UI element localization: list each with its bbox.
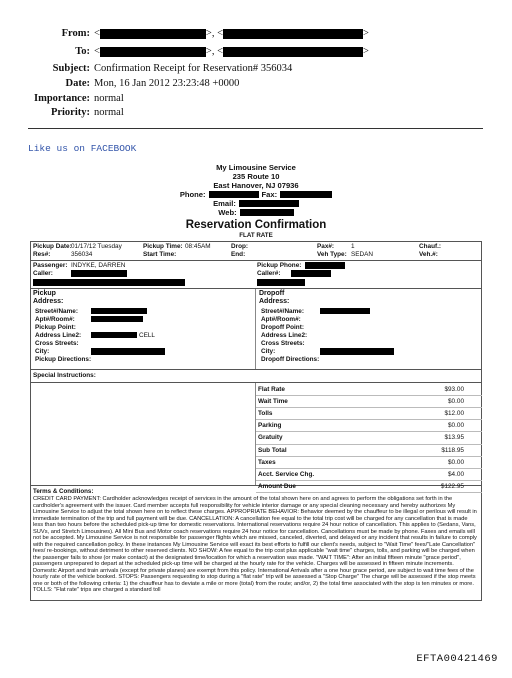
charge-label: Acct. Service Chg. <box>258 470 315 478</box>
terms-heading: Terms & Conditions: <box>33 487 94 495</box>
charge-row <box>256 420 482 432</box>
pickup-heading: Pickup <box>33 289 56 297</box>
email-date-label: Date: <box>65 78 90 89</box>
redaction <box>71 270 127 277</box>
charge-row <box>256 396 482 408</box>
redaction <box>223 47 363 57</box>
email-subject-label: Subject: <box>52 63 90 74</box>
special-instructions-box <box>30 370 482 383</box>
charge-row <box>256 432 482 444</box>
charge-amount: $118.95 <box>441 446 464 454</box>
company-name: My Limousine Service <box>216 163 296 172</box>
charge-label: Tolls <box>258 409 273 417</box>
email-date-value: Mon, 16 Jan 2012 23:23:48 +0000 <box>94 78 240 89</box>
charge-label: Parking <box>258 422 282 430</box>
charge-amount: $0.00 <box>448 458 464 466</box>
redaction <box>291 270 331 277</box>
passenger-box: Passenger: INDYKE, DARREN Caller: Pickup Phone: Caller#: <box>30 261 482 289</box>
charge-amount: $12.00 <box>444 409 464 417</box>
pickup-date: 01/17/12 Tuesday <box>71 242 122 250</box>
charges-list <box>256 384 482 494</box>
company-block <box>30 163 482 217</box>
dropoff-section: Dropoff Address: Street#/Name: Apt#/Room#: Dropoff Point: Address Line2: Cross Streets: City: Dropoff Directions: <box>256 289 482 369</box>
company-web-row <box>30 208 482 217</box>
redaction <box>223 29 363 39</box>
terms-box <box>30 486 482 601</box>
company-email-label: Email: <box>213 199 236 208</box>
pickup-line2: CELL <box>139 331 155 339</box>
charge-label: Sub Total <box>258 446 287 454</box>
company-city: East Hanover, NJ 07936 <box>213 181 299 190</box>
redaction <box>320 308 370 314</box>
terms-text: CREDIT CARD PAYMENT: Cardholder acknowledges receipt of services in the amount of the total shown here on and agrees to perform the obligations set forth in the cardholder's agreement with the issuer. Card member accepts full responsibility for vehicle interior damage or any special cleaning necessary and hereby authorizes My Limousine Service to adjust the total shown here on to reflect these charges. APPROPRIATE BEHAVIOR: Behavior deemed by the chauffeur to be illegal or perilous will result in immediate termination of the trip and full payment will be due. CANCELLATION: A cancellation fee equal to the total trip cost will be charged for any cancellation that is made less than two hours before the scheduled pick-up time for domestic reservations. International reservations require 24 hour notice of cancellation. This applies to (Sedans, Vans, SUVs, and Stretch Limousines). All Mini Bus and Motor coach reservations require 24 hour notice for cancellation. Cancellations must be made by phone. Faxes and emails will not be accepted. My Limousine Service is not responsible for passenger flights which are missed, canceled, diverted, and delayed or any incident that results in failure to comply with the required cancellation policy. In these instances My Limousine Service will exact its best efforts to fulfill our client's needs, subject to "Wait Time" fees/"Late Cancellation" fees/ re-bookings, without detriment to other reserved clients. NO SHOW: A fee equal to the trip cost plus applicable "wait time" charges, tolls, and parking will be charged when the passenger fails to show (or make contact) at the designated time/location for which a reservation was made. "WAIT TIME": After an initial fifteen minute "grace period", passengers unprepared to depart at the scheduled pick-up time will be charged at the hourly rate for the vehicle. Charges will be assessed in fifteen minute increments. Domestic Airport and train arrivals (except for private planes) are exempt from this policy. International Arrivals after a one hour grace period, are subject to wait time fees of the hourly rate of the vehicle booked. STOPS: Passengers requesting to stop during a "flat rate" trip will be assessed a "Stop Charge" The charge will be assessed if the stop meets one or both of the following criteria: 1) the chauffeur has to deviate a mile or more (total) from the route; and/or, 2) the total time associated with the stop is ten minutes or more. TOLLS: "Flat rate" trips are charged a standard toll <box>33 496 477 594</box>
charges-blank <box>31 383 256 485</box>
redaction <box>91 332 137 338</box>
address-box <box>30 289 482 370</box>
redaction <box>91 316 143 322</box>
charge-row <box>256 408 482 420</box>
company-street: 235 Route 10 <box>232 172 280 181</box>
passenger-name: INDYKE, DARREN <box>71 261 126 269</box>
charge-amount: $4.00 <box>448 470 464 478</box>
charge-row <box>256 481 482 493</box>
charge-label: Amount Due <box>258 483 296 491</box>
charge-amount: $93.00 <box>444 385 464 393</box>
redaction <box>280 191 332 198</box>
company-fax-label: Fax: <box>261 190 278 199</box>
reservation-document <box>30 163 482 601</box>
trip-info-box: Pickup Date: 01/17/12 Tuesday Res#: 356034 Pickup Time: 08:45AM Start Time: Drop: End: Pax#: 1 Veh Type: SEDAN Chauf.: Veh.#: <box>30 241 482 261</box>
dropoff-heading: Dropoff <box>259 289 285 297</box>
rate-type: FLAT RATE <box>239 232 273 239</box>
charge-label: Wait Time <box>258 397 288 405</box>
redaction <box>91 308 147 314</box>
charge-amount: $0.00 <box>448 397 464 405</box>
charge-label: Gratuity <box>258 434 283 442</box>
facebook-link[interactable]: Like us on FACEBOOK <box>28 143 137 154</box>
document-id: EFTA00421469 <box>416 653 498 665</box>
pickup-section: Pickup Address: Street#/Name: Apt#/Room#: Pickup Point: Address Line2: CELL Cross Streets: City: Pickup Directions: <box>31 289 256 369</box>
pickup-time: 08:45AM <box>185 242 211 250</box>
redaction <box>239 200 299 207</box>
redaction <box>91 348 165 355</box>
email-from-value: < >, < > <box>94 28 369 39</box>
redaction <box>320 348 394 355</box>
charge-row <box>256 445 482 457</box>
document-title: Reservation Confirmation <box>185 219 327 231</box>
charge-label: Taxes <box>258 458 276 466</box>
charge-row <box>256 384 482 396</box>
email-priority-value: normal <box>94 107 124 118</box>
charge-row <box>256 457 482 469</box>
reservation-number: 356034 <box>71 250 93 258</box>
pax-count: 1 <box>351 242 355 250</box>
company-web-label: Web: <box>218 208 237 217</box>
charge-amount: $122.95 <box>440 483 464 491</box>
email-to-label: To: <box>75 46 90 57</box>
redaction <box>305 262 345 269</box>
special-instructions-label: Special Instructions: <box>33 371 96 379</box>
company-phone-fax <box>30 190 482 199</box>
charge-row <box>256 469 482 481</box>
redaction <box>100 47 206 57</box>
email-from-label: From: <box>61 28 90 39</box>
charge-label: Flat Rate <box>258 385 285 393</box>
charge-amount: $0.00 <box>448 422 464 430</box>
email-importance-label: Importance: <box>34 93 90 104</box>
email-priority-label: Priority: <box>50 107 90 118</box>
redaction <box>209 191 259 198</box>
redaction <box>100 29 206 39</box>
email-to-value: < >, < > <box>94 46 369 57</box>
redaction <box>33 279 185 286</box>
redaction <box>240 209 294 216</box>
redaction <box>257 279 305 286</box>
charge-amount: $13.95 <box>444 434 464 442</box>
header-divider <box>28 128 483 129</box>
email-importance-value: normal <box>94 93 124 104</box>
company-phone-label: Phone: <box>179 190 206 199</box>
company-email-row <box>30 199 482 208</box>
email-subject-value: Confirmation Receipt for Reservation# 356034 <box>94 63 293 74</box>
vehicle-type: SEDAN <box>351 250 374 258</box>
